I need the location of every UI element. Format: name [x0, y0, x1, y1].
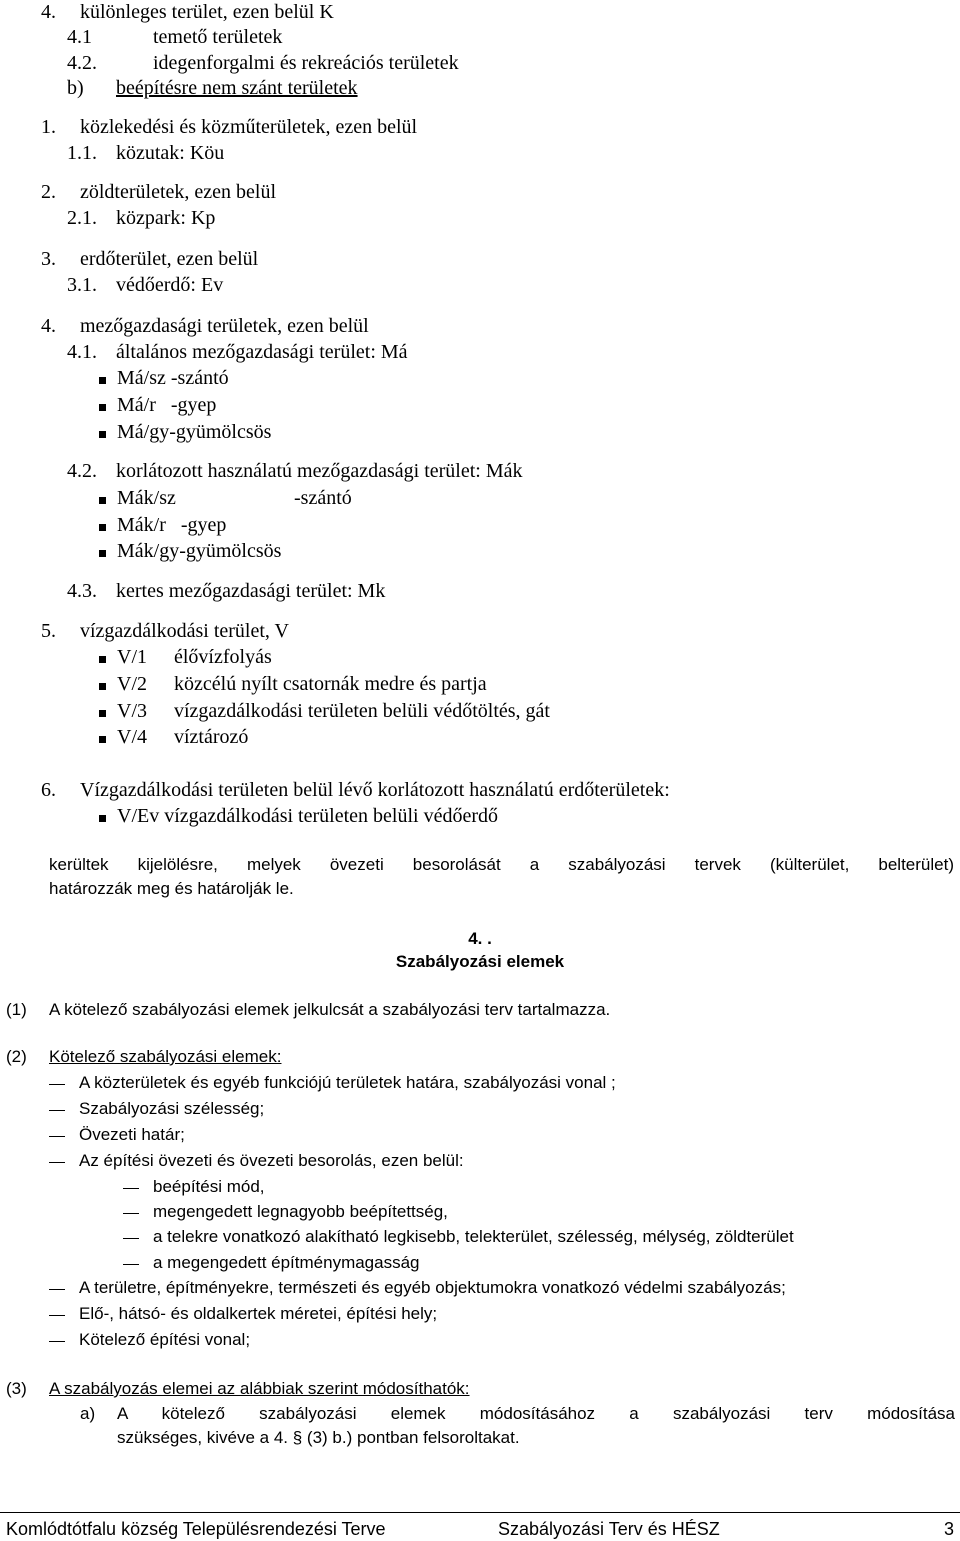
clause-item: Kötelező építési vonal; [79, 1330, 251, 1349]
list-item-heading: beépítésre nem szánt területek [116, 77, 358, 99]
square-bullet-icon [99, 495, 106, 511]
dash-bullet-icon [49, 1110, 65, 1111]
list-item-text: erdőterület, ezen belül [80, 248, 259, 270]
list-item-text: temető területek [153, 26, 283, 48]
list-item-text: közutak: Köu [116, 142, 225, 164]
clause-subitem: a megengedett építménymagasság [153, 1253, 420, 1272]
section-number: 4. . [468, 929, 492, 948]
list-item-number: 4.1. [67, 341, 97, 363]
list-subitem-text: víztározó [174, 726, 249, 748]
list-item-number: 4.2. [67, 52, 97, 74]
square-bullet-icon [99, 813, 106, 829]
list-item-number: 4. [41, 315, 56, 337]
clause-item: A területre, építményekre, természeti és egyéb objektumokra vonatkozó védelmi szabályozás; [79, 1278, 786, 1297]
clause-heading: Kötelező szabályozási elemek: [49, 1047, 282, 1066]
list-subitem-code: V/2 [117, 673, 147, 695]
square-bullet-icon [99, 429, 106, 445]
footer-section-title: Szabályozási Terv és HÉSZ [498, 1519, 720, 1539]
list-item-text: zöldterületek, ezen belül [80, 181, 277, 203]
list-item-number: 3.1. [67, 274, 97, 296]
list-item-number: 1. [41, 116, 56, 138]
list-item-text: közlekedési és közműterületek, ezen belül [80, 116, 418, 138]
dash-bullet-icon [123, 1264, 139, 1265]
list-subitem-text: Má/r -gyep [117, 394, 217, 416]
dash-bullet-icon [123, 1238, 139, 1239]
dash-bullet-icon [49, 1341, 65, 1342]
clause-item: Szabályozási szélesség; [79, 1099, 265, 1118]
list-subitem-code: V/1 [117, 646, 147, 668]
square-bullet-icon [99, 654, 106, 670]
dash-bullet-icon [49, 1315, 65, 1316]
list-item-number: 1.1. [67, 142, 97, 164]
paragraph-line: kerültek kijelölésre, melyek övezeti besorolását a szabályozási tervek (külterület, belterület) [49, 855, 954, 874]
list-item-number: 6. [41, 779, 56, 801]
square-bullet-icon [99, 522, 106, 538]
list-item-text: általános mezőgazdasági terület: Má [116, 341, 408, 363]
list-item-text: közpark: Kp [116, 207, 216, 229]
list-subitem-text: Mák/r -gyep [117, 514, 227, 536]
list-item-number: 2.1. [67, 207, 97, 229]
subclause-text: A kötelező szabályozási elemek módosításához a szabályozási terv módosítása [117, 1404, 955, 1423]
square-bullet-icon [99, 375, 106, 391]
list-item-number: 2. [41, 181, 56, 203]
clause-item: Elő-, hátsó- és oldalkertek méretei, építési hely; [79, 1304, 438, 1323]
paragraph-line: határozzák meg és határolják le. [49, 879, 294, 898]
clause-number: (2) [6, 1047, 27, 1066]
clause-item: Az építési övezeti és övezeti besorolás, ezen belül: [79, 1151, 464, 1170]
list-item-number: 3. [41, 248, 56, 270]
list-item-text: idegenforgalmi és rekreációs területek [153, 52, 459, 74]
list-item-number: 4.3. [67, 580, 97, 602]
clause-number: (1) [6, 1000, 27, 1019]
clause-subitem: a telekre vonatkozó alakítható legkisebb, telekterület, szélesség, mélység, zöldterület [153, 1227, 794, 1246]
list-item-number: 4.1 [67, 26, 92, 48]
footer-document-title: Komlódtótfalu község Településrendezési Terve [6, 1519, 386, 1539]
list-item-number: 4. [41, 1, 56, 23]
dash-bullet-icon [49, 1084, 65, 1085]
footer-rule [0, 1512, 960, 1513]
list-item-text: mezőgazdasági területek, ezen belül [80, 315, 369, 337]
list-subitem-text: közcélú nyílt csatornák medre és partja [174, 673, 487, 695]
clause-text: A kötelező szabályozási elemek jelkulcsát a szabályozási terv tartalmazza. [49, 1000, 611, 1019]
square-bullet-icon [99, 681, 106, 697]
list-subitem-text: Má/gy-gyümölcsös [117, 421, 272, 443]
list-subitem-code: Mák/sz [117, 487, 176, 509]
square-bullet-icon [99, 708, 106, 724]
clause-subitem: beépítési mód, [153, 1177, 265, 1196]
square-bullet-icon [99, 402, 106, 418]
list-subitem-code: V/4 [117, 726, 147, 748]
clause-number: (3) [6, 1379, 27, 1398]
clause-subitem: megengedett legnagyobb beépítettség, [153, 1202, 448, 1221]
dash-bullet-icon [49, 1162, 65, 1163]
clause-item: Övezeti határ; [79, 1125, 185, 1144]
square-bullet-icon [99, 734, 106, 750]
list-subitem-text: Má/sz -szántó [117, 367, 229, 389]
list-subitem-text: élővízfolyás [174, 646, 272, 668]
list-subitem-text: -szántó [294, 487, 352, 509]
dash-bullet-icon [49, 1289, 65, 1290]
list-item-text: védőerdő: Ev [116, 274, 224, 296]
clause-heading: A szabályozás elemei az alábbiak szerint módosíthatók: [49, 1379, 470, 1398]
list-subitem-text: vízgazdálkodási területen belüli védőtöltés, gát [174, 700, 550, 722]
subclause-text: szükséges, kivéve a 4. § (3) b.) pontban felsoroltakat. [117, 1428, 520, 1447]
list-subitem-code: V/3 [117, 700, 147, 722]
list-item-text: vízgazdálkodási terület, V [80, 620, 290, 642]
list-subitem-text: V/Ev vízgazdálkodási területen belüli védőerdő [117, 805, 498, 827]
section-title: Szabályozási elemek [395, 952, 565, 971]
list-item-text: különleges terület, ezen belül K [80, 1, 334, 23]
dash-bullet-icon [49, 1136, 65, 1137]
list-item-text: Vízgazdálkodási területen belül lévő korlátozott használatú erdőterületek: [80, 779, 670, 801]
list-subitem-text: Mák/gy-gyümölcsös [117, 540, 282, 562]
list-item-text: korlátozott használatú mezőgazdasági terület: Mák [116, 460, 523, 482]
square-bullet-icon [99, 548, 106, 564]
list-item-number: b) [67, 77, 84, 99]
dash-bullet-icon [123, 1188, 139, 1189]
subclause-label: a) [80, 1404, 96, 1423]
list-item-number: 5. [41, 620, 56, 642]
clause-item: A közterületek és egyéb funkciójú területek határa, szabályozási vonal ; [79, 1073, 616, 1092]
page-number: 3 [944, 1519, 955, 1539]
list-item-number: 4.2. [67, 460, 97, 482]
dash-bullet-icon [123, 1213, 139, 1214]
list-item-text: kertes mezőgazdasági terület: Mk [116, 580, 386, 602]
